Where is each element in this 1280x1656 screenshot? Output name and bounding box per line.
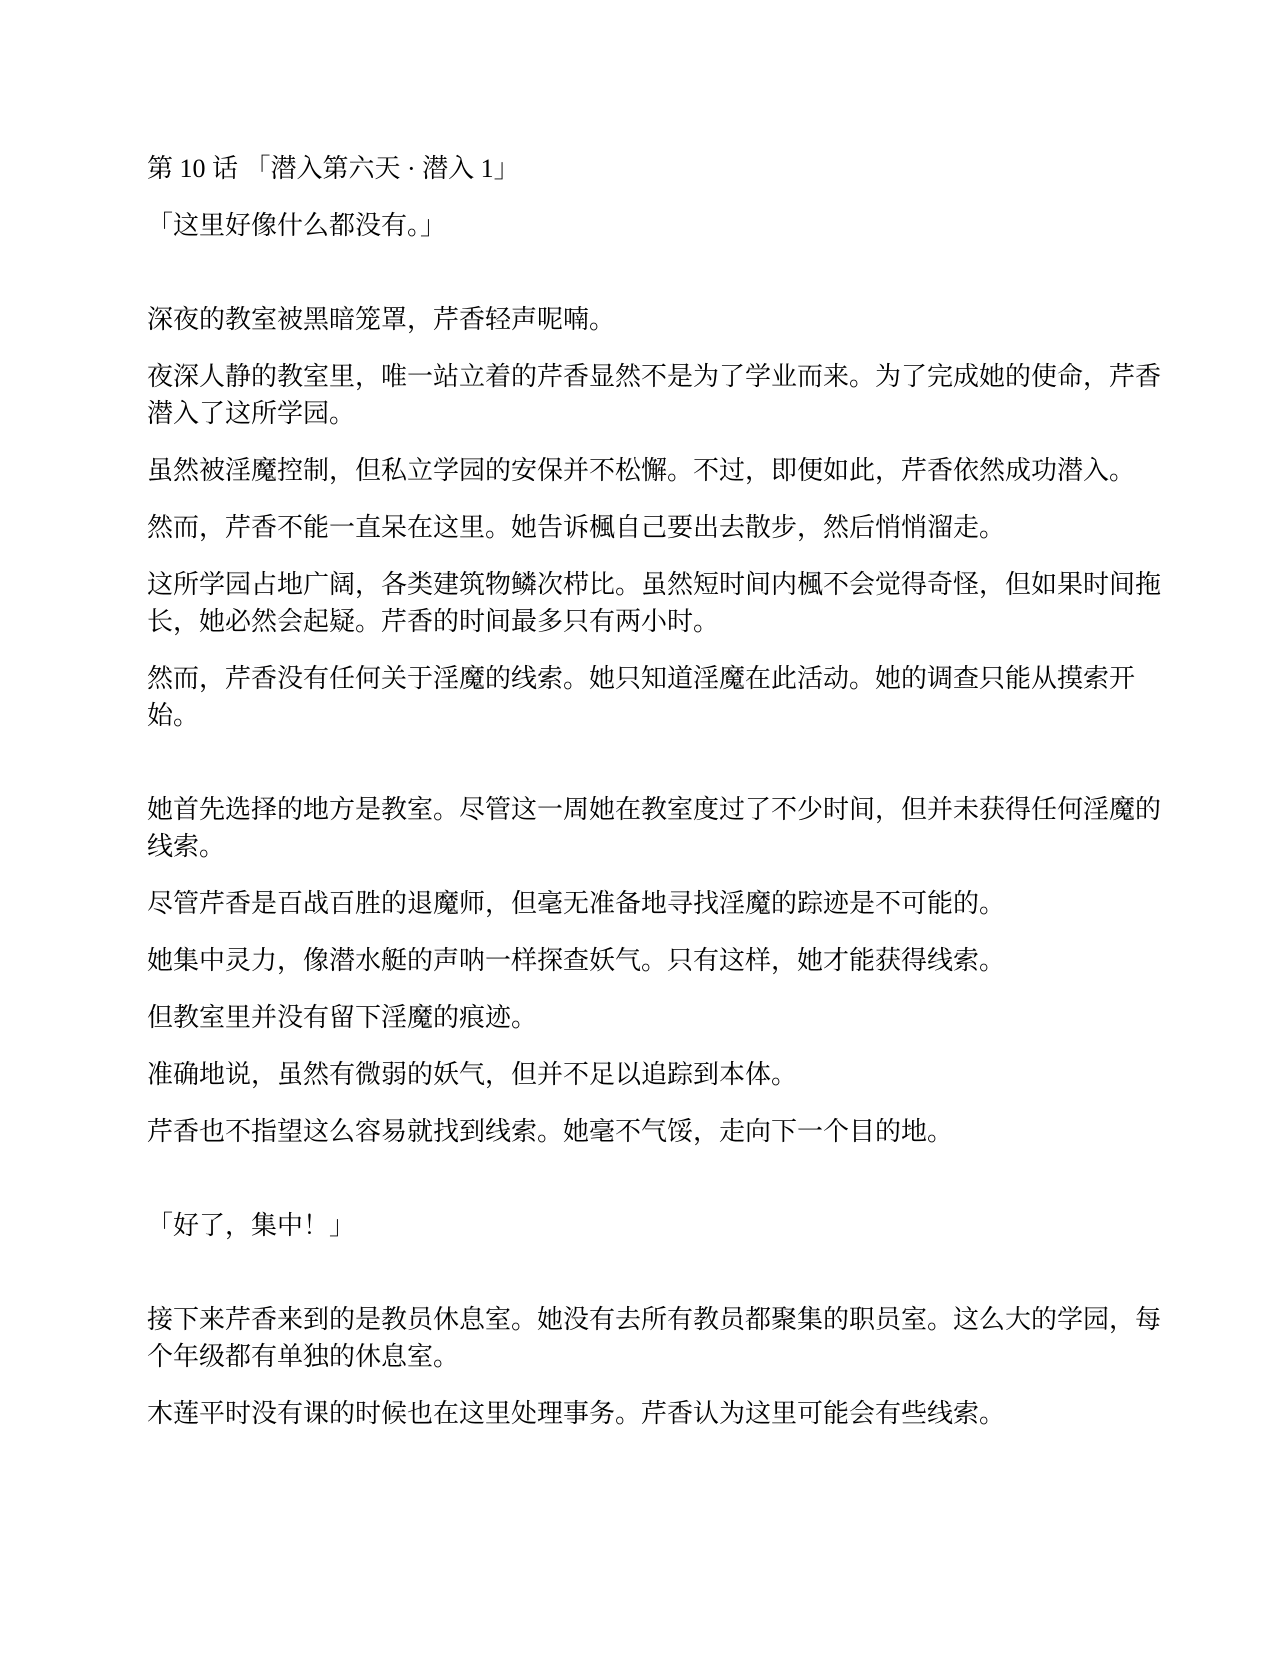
- paragraph: 她集中灵力，像潜水艇的声呐一样探查妖气。只有这样，她才能获得线索。: [147, 946, 1006, 975]
- chapter-title: 第 10 话 「潜入第六天 · 潜入 1」: [147, 154, 520, 183]
- paragraph: 虽然被淫魔控制，但私立学园的安保并不松懈。不过，即便如此，芹香依然成功潜入。: [147, 456, 1136, 485]
- paragraph: 她首先选择的地方是教室。尽管这一周她在教室度过了不少时间，但并未获得任何淫魔的线索。: [147, 795, 1162, 861]
- paragraph: 深夜的教室被黑暗笼罩，芹香轻声呢喃。: [147, 305, 616, 334]
- paragraph: 芹香也不指望这么容易就找到线索。她毫不气馁，走向下一个目的地。: [147, 1117, 954, 1146]
- paragraph: 但教室里并没有留下淫魔的痕迹。: [147, 1003, 538, 1032]
- dialogue-line: 「好了，集中！」: [147, 1211, 356, 1240]
- paragraph: 接下来芹香来到的是教员休息室。她没有去所有教员都聚集的职员室。这么大的学园，每个年级都有单独的休息室。: [147, 1305, 1162, 1371]
- paragraph: 尽管芹香是百战百胜的退魔师，但毫无准备地寻找淫魔的踪迹是不可能的。: [147, 889, 1006, 918]
- paragraph: 这所学园占地广阔，各类建筑物鳞次栉比。虽然短时间内楓不会觉得奇怪，但如果时间拖长，她必然会起疑。芹香的时间最多只有两小时。: [147, 570, 1162, 636]
- paragraph: 准确地说，虽然有微弱的妖气，但并不足以追踪到本体。: [147, 1060, 798, 1089]
- paragraph: 木莲平时没有课的时候也在这里处理事务。芹香认为这里可能会有些线索。: [147, 1399, 1006, 1428]
- paragraph: 然而，芹香没有任何关于淫魔的线索。她只知道淫魔在此活动。她的调查只能从摸索开始。: [147, 664, 1136, 730]
- dialogue-line: 「这里好像什么都没有。」: [147, 211, 447, 240]
- paragraph: 夜深人静的教室里，唯一站立着的芹香显然不是为了学业而来。为了完成她的使命，芹香潜入了这所学园。: [147, 362, 1162, 428]
- paragraph: 然而，芹香不能一直呆在这里。她告诉楓自己要出去散步，然后悄悄溜走。: [147, 513, 1006, 542]
